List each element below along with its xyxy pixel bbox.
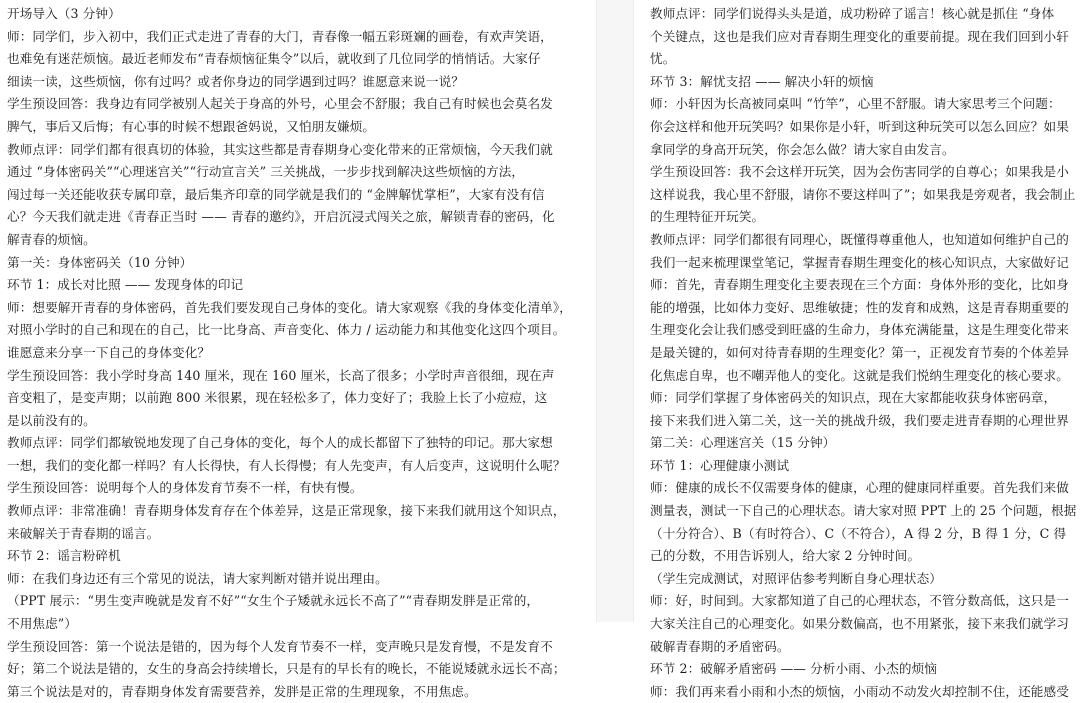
text-line: 师：健康的成长不仅需要身体的健康，心理的健康同样重要。首先我们来做: [650, 480, 1069, 496]
text-line: 我们一起来梳理课堂笔记，掌握青春期生理变化的核心知识点，大家做好记: [650, 254, 1069, 270]
text-line: 个关键点，这也是我们应对青春期生理变化的重要前提。现在我们回到小轩: [650, 28, 1069, 44]
text-line: 师：想要解开青春的身体密码，首先我们要发现自己身体的变化。请大家观察《我的身体变化清单》，: [7, 299, 572, 315]
text-line: 开场导入（3 分钟）: [7, 6, 121, 21]
text-line: 能的增强，比如体力变好、思维敏捷；性的发育和成熟，这是青春期重要的: [650, 299, 1069, 315]
text-line: 第二关：心理迷宫关（15 分钟）: [650, 435, 836, 451]
text-line: 解青春的烦恼。: [7, 231, 96, 247]
text-line: 你会这样和他开玩笑吗？如果你是小轩，听到这种玩笑可以怎么回应？如果: [650, 118, 1069, 134]
text-line: 教师点评：非常准确！青春期身体发育存在个体差异，这是正常现象，接下来我们就用这个知识点，: [7, 503, 566, 519]
text-line: 教师点评：同学们都敏锐地发现了自己身体的变化，每个人的成长都留下了独特的印记。那大家想: [7, 435, 553, 451]
text-line: 教师点评：同学们都有很真切的体验，其实这些都是青春期身心变化带来的正常烦恼，今天我们就: [7, 141, 553, 157]
text-line: 化焦虑自卑，也不嘲弄他人的变化。这就是我们悦纳生理变化的核心要求。: [650, 367, 1069, 383]
text-line: 环节 3：解忧支招 —— 解决小轩的烦恼: [650, 73, 874, 89]
text-line: 闯过每一关还能收获专属印章，最后集齐印章的同学就是我们的 “金牌解忧掌柜”，大家有没有信: [7, 186, 545, 202]
text-line: 环节 1：心理健康小测试: [650, 457, 790, 473]
text-line: 学生预设回答：我不会这样开玩笑，因为会伤害同学的自尊心；如果我是小: [650, 164, 1069, 180]
text-line: 的生理特征开玩笑。: [650, 209, 765, 225]
text-line: 脾气，事后又后悔；有心事的时候不想跟爸妈说，又怕朋友嫌烦。: [7, 118, 376, 134]
text-line: 学生预设回答：第一个说法是错的，因为每个人发育节奏不一样，变声晚只是发育慢，不是发育不: [7, 638, 553, 654]
text-line: 心？今天我们就走进《青春正当时 —— 青春的邀约》，开启沉浸式闯关之旅，解锁青春的密码，化: [7, 209, 555, 225]
text-line: 测量表，测试一下自己的心理状态。请大家对照 PPT 上的 25 个问题，根据: [650, 503, 1077, 519]
text-line: （PPT 展示：“男生变声晚就是发育不好”“女生个子矮就永远长不高了”“青春期发胖是正常的，: [7, 593, 540, 609]
text-line: 环节 2：破解矛盾密码 —— 分析小雨、小杰的烦恼: [650, 661, 937, 677]
text-line: 忧。: [650, 51, 676, 67]
page-gutter: [596, 0, 634, 622]
text-line: 师：首先，青春期生理变化主要表现在三个方面：身体外形的变化，比如身: [650, 277, 1069, 293]
text-line: （十分符合）、B（有时符合）、C（不符合），A 得 2 分，B 得 1 分，C 得: [650, 525, 1067, 541]
text-line: 师：同学们掌握了身体密码关的知识点，现在大家都能收获身体密码章，: [650, 390, 1057, 406]
text-line: 音变粗了，是变声期；以前跑 800 米很累，现在轻松多了，体力变好了；我脸上长了小痘痘，这: [7, 390, 548, 406]
text-line: 环节 1：成长对比照 —— 发现身体的印记: [7, 277, 244, 293]
text-line: 教师点评：同学们说得头头是道，成功粉碎了谣言！核心就是抓住 “身体: [650, 6, 1055, 21]
text-line: 是最关键的，如何对待青春期的生理变化？第一，正视发育节奏的个体差异: [650, 344, 1069, 360]
text-line: 破解青春期的矛盾密码。: [650, 638, 790, 654]
text-line: 己的分数，不用告诉别人，给大家 2 分钟时间。: [650, 548, 921, 564]
text-line: 第三个说法是对的，青春期身体发育需要营养，发胖是正常的生理现象，不用焦虑。: [7, 683, 477, 699]
text-line: 细读一读，这些烦恼，你有过吗？或者你身边的同学遇到过吗？谁愿意来说一说？: [7, 73, 464, 89]
text-line: 这样说我，我心里不舒服，请你不要这样叫了”；如果我是旁观者，我会制止: [650, 186, 1076, 202]
text-line: 一想，我们的变化都一样吗？有人长得快，有人长得慢；有人先变声，有人后变声，这说明什么呢？: [7, 457, 566, 473]
text-line: （学生完成测试，对照评估参考判断自身心理状态）: [650, 570, 942, 586]
text-line: 师：我们再来看小雨和小杰的烦恼，小雨动不动发火却控制不住，还能感受: [650, 683, 1069, 699]
text-line: 拿同学的身高开玩笑，你会怎么做？请大家自由发言。: [650, 141, 955, 157]
text-line: 通过 “身体密码关”“心理迷宫关”“行动宣言关” 三关挑战，一步步找到解决这些烦恼的方法，: [7, 164, 525, 180]
text-line: 师：小轩因为长高被同桌叫 “竹竿”，心里不舒服。请大家思考三个问题：: [650, 96, 1061, 112]
text-line: 也难免有迷茫烦恼。最近老师发布“青春烦恼征集令”以后，就收到了几位同学的悄悄话。大家仔: [7, 51, 541, 67]
text-line: 接下来我们进入第二关，这一关的挑战升级，我们要走进青春期的心理世界: [650, 412, 1069, 428]
right-page: [646, 0, 1080, 699]
text-line: 师：在我们身边还有三个常见的说法，请大家判断对错并说出理由。: [7, 570, 388, 586]
text-line: 不用焦虑”）: [7, 616, 78, 632]
text-line: 环节 2：谣言粉碎机: [7, 548, 121, 564]
text-line: 教师点评：同学们都很有同理心，既懂得尊重他人，也知道如何维护自己的: [650, 231, 1069, 247]
text-line: 第一关：身体密码关（10 分钟）: [7, 254, 193, 270]
text-line: 师：好，时间到。大家都知道了自己的心理状态，不管分数高低，这只是一: [650, 593, 1069, 609]
text-line: 学生预设回答：我小学时身高 140 厘米，现在 160 厘米，长高了很多；小学时声音很细，现在声: [7, 367, 555, 383]
text-line: 生理变化会让我们感受到旺盛的生命力，身体充满能量，这是生理变化带来: [650, 322, 1069, 338]
text-line: 好；第二个说法是错的，女生的身高会持续增长，只是有的早长有的晚长，不能说矮就永远长不高；: [7, 661, 566, 677]
text-line: 谁愿意来分享一下自己的身体变化？: [7, 344, 211, 360]
text-line: 是以前没有的。: [7, 412, 96, 428]
text-line: 大家关注自己的心理变化。如果分数偏高，也不用紧张，接下来我们就学习: [650, 616, 1069, 632]
text-line: 来破解关于青春期的谣言。: [7, 525, 160, 541]
text-line: 学生预设回答：说明每个人的身体发育节奏不一样，有快有慢。: [7, 480, 363, 496]
text-line: 师：同学们，步入初中，我们正式走进了青春的大门，青春像一幅五彩斑斓的画卷，有欢声笑语，: [7, 28, 553, 44]
text-line: 学生预设回答：我身边有同学被别人起关于身高的外号，心里会不舒服；我自己有时候也会莫名发: [7, 96, 553, 112]
text-line: 对照小学时的自己和现在的自己，比一比身高、声音变化、体力 / 运动能力和其他变化这四个项目。: [7, 322, 566, 338]
